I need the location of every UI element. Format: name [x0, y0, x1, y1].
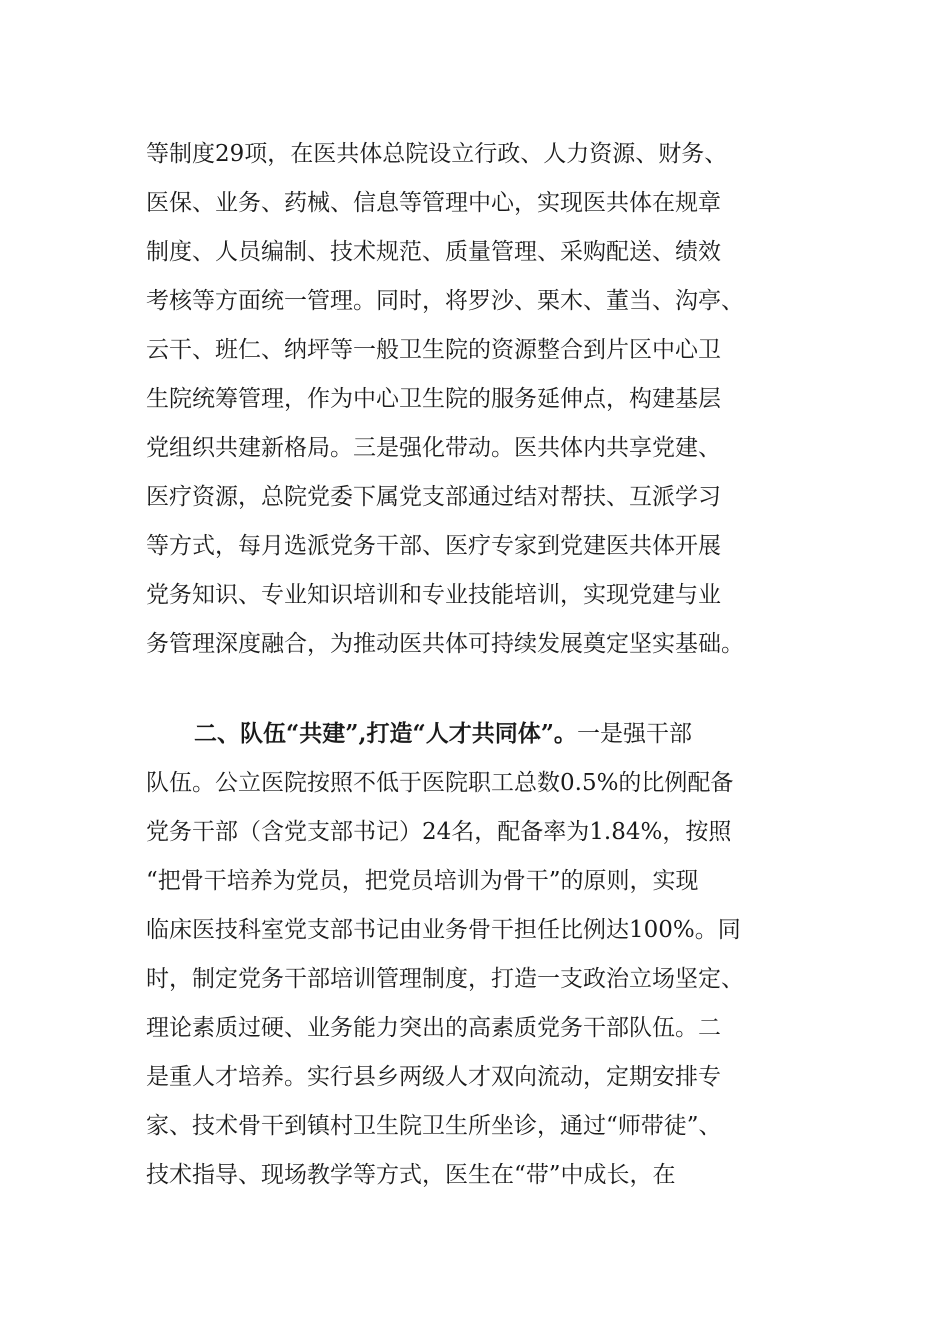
paragraph-2-line-2: 队伍。公立医院按照不低于医院职工总数0.5%的比例配备: [146, 770, 734, 796]
paragraph-2-line-5: 临床医技科室党支部书记由业务骨干担任比例达100%。同: [146, 917, 741, 943]
paragraph-1-line-9: 等方式，每月选派党务干部、医疗专家到党建医共体开展: [146, 533, 721, 559]
paragraph-2-line-4: “把骨干培养为党员，把党员培训为骨干”的原则，实现: [146, 868, 699, 894]
paragraph-2-line-1: [194, 716, 806, 752]
paragraph-2-line-6: 时，制定党务干部培训管理制度，打造一支政治立场坚定、: [146, 966, 744, 992]
paragraph-1-line-2: 医保、业务、药械、信息等管理中心，实现医共体在规章: [146, 190, 721, 216]
section-heading: 二、队伍“共建”,打造“人才共同体”。: [194, 720, 577, 747]
paragraph-2-line-9: 家、技术骨干到镇村卫生院卫生所坐诊，通过“师带徒”、: [146, 1113, 722, 1139]
paragraph-2-line-7: 理论素质过硬、业务能力突出的高素质党务干部队伍。二: [146, 1015, 721, 1041]
paragraph-1-line-8: 医疗资源，总院党委下属党支部通过结对帮扶、互派学习: [146, 484, 721, 510]
paragraph-2-line-3: 党务干部（含党支部书记）24名，配备率为1.84%，按照: [146, 819, 732, 845]
paragraph-1-line-11: 务管理深度融合，为推动医共体可持续发展奠定坚实基础。: [146, 631, 744, 657]
paragraph-1-line-10: 党务知识、专业知识培训和专业技能培训，实现党建与业: [146, 582, 721, 608]
paragraph-2-line-10: 技术指导、现场教学等方式，医生在“带”中成长，在: [146, 1162, 676, 1188]
paragraph-1-line-3: 制度、人员编制、技术规范、质量管理、采购配送、绩效: [146, 239, 721, 265]
paragraph-1-line-7: 党组织共建新格局。三是强化带动。医共体内共享党建、: [146, 435, 721, 461]
paragraph-1-line-5: 云干、班仁、纳坪等一般卫生院的资源整合到片区中心卫: [146, 337, 721, 363]
paragraph-2-line-8: 是重人才培养。实行县乡两级人才双向流动，定期安排专: [146, 1064, 721, 1090]
paragraph-1-line-1: 等制度29项，在医共体总院设立行政、人力资源、财务、: [146, 141, 728, 167]
paragraph-1-line-6: 生院统筹管理，作为中心卫生院的服务延伸点，构建基层: [146, 386, 721, 412]
paragraph-1-line-4: 考核等方面统一管理。同时，将罗沙、栗木、董当、沟亭、: [146, 288, 744, 314]
paragraph-2-line-1-rest: 一是强干部: [576, 721, 692, 747]
